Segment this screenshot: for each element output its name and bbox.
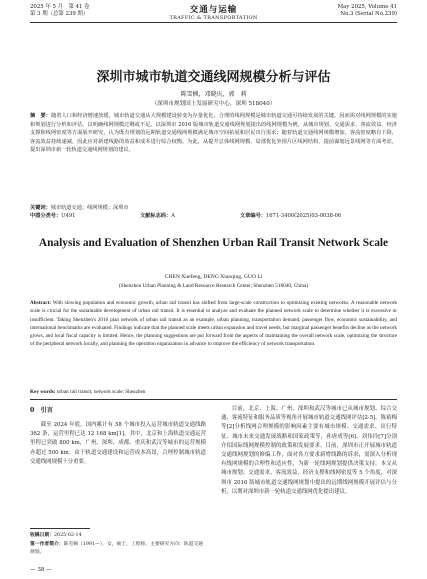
- article-number-value: 1671-3400(2025)03-0038-06: [265, 213, 342, 219]
- keywords-cn-label: 关键词：: [30, 205, 51, 211]
- journal-name-cn: 交通与运输: [189, 5, 238, 15]
- abstract-cn: [30, 112, 397, 155]
- keywords-cn-text: 城市轨道交通；线网规模；深圳市: [50, 205, 129, 211]
- header-divider: [30, 22, 397, 23]
- header-serial: No.3 (Serial No.239): [340, 11, 397, 18]
- affiliation-cn: （深圳市规划国土发展研究中心，深圳 518040）: [151, 101, 276, 107]
- intro-paragraph-left: 截至 2024 年底，国内累计有 58 个城市投入运营城市轨道交通线路 362 条，运营里程已达 12 168 km[1]。其中，北京和上海轨道交通运营里程已突破 800 km，广州、深圳、成都、重庆和武汉等城市的运营规模亦超过 500 km。由于轨道交通建设和运营成本高昂，合理控制城市轨道交通线网规模十分重要。: [30, 422, 206, 465]
- keywords-cn: [30, 205, 397, 213]
- keywords-en-text: urban rail transit; network scale; Shenzhen: [56, 389, 146, 395]
- classification-line: [30, 213, 397, 221]
- body-left-column: [30, 421, 206, 467]
- abstract-en: [30, 299, 397, 349]
- page-number: — 38 —: [30, 567, 52, 573]
- header-month-volume: May 2025, Volume 41: [337, 4, 397, 10]
- paper-title-en: Analysis and Evaluation of Shenzhen Urban Rail Transit Network Scale: [38, 237, 389, 249]
- abstract-cn-label: 摘 要：: [30, 113, 51, 119]
- body-right-column: [221, 405, 397, 497]
- affiliation-en: (Shenzhen Urban Planning & Land Resource Research Center, Shenzhen 518040, China): [118, 283, 309, 289]
- abstract-en-text: With slowing population and economic growth, urban rail transit has shifted from large-scale construction to optimizing existing networks. A reasonable network scale is crucial for the sustainable development of urban rail transit. It is essential to analyze and evaluate the planned network scale to determine whether it is excessive or insufficient. Taking Shenzhen's 2016 plan network of urban rail transit as an example, urban planning, transportation demand, passenger flow, economic sustainability, and international benchmarks are evaluated. Findings indicate that the planned scale meets urban expansion and travel needs, but marginal passenger benefits decline as the network grows, and local fiscal capacity is limited. Hence, the planning suggestions are put forward from the aspects of maintaining the overall network scale, optimizing the structure of the peripheral network locally, and planning the operation organization in advance to improve the efficiency of network transportation.: [30, 300, 398, 348]
- keywords-en-label: Key words:: [30, 389, 56, 395]
- clc-label: 中图分类号：: [30, 213, 62, 219]
- authors-en: CHEN Xuefeng, DENG Xiaoqing, GUO Li: [164, 274, 263, 280]
- journal-name-en: TRAFFIC & TRANSPORTATION: [169, 15, 258, 21]
- received-value: 2025-02-14: [54, 533, 82, 538]
- intro-paragraph-right: 目前，北京、上海、广州、深圳和武汉等城市已从城市规划、综合交通、客流特征和服务品质等视角开展城市轨道交通线网评估[2-5]。陈裕梅等[2]分析线网合理规模的影响因素主要有城市规模、交通需求、出行特征、城市未来交通发展战略和国家政策等，孙唐成等[6]、刘伟玲[7]分别介绍国际线网规模控制的政策和发展要求。目前，深圳市正开展城市轨道交通线网规划的修编工作，面对各方要求新增线路的诉求，需深入分析现有线网规模的合理性和适应性，为新一轮线网规划提供决策支持。本文从城市规划、交通需求、客流效益、经济支撑和线网密度等 5 个角度，对深圳市 2016 版城市轨道交通线网规划中提出的远期线网规模开展评估与分析，以期对深圳市新一轮轨道交通线网优化提出建议。: [221, 406, 397, 495]
- authors-cn: 陈雪枫，邓晓庆，郭 莉: [180, 91, 247, 98]
- footnote-divider: [30, 528, 90, 529]
- received-date: [30, 531, 206, 540]
- footnote: [30, 531, 206, 557]
- paper-title-cn: 深圳市城市轨道交通线网规模分析与评估: [96, 70, 331, 85]
- first-author-bio: [30, 540, 206, 557]
- abstract-cn-text: 随着人口和经济增速放缓，城市轨道交通从大规模建设转变为存量优化，合理的线网规模是城市轨道交通可持续发展的关键。因而需对线网规模的实施和规划进行分析和评估，以明确线网规模过剩或不足。以深圳市 2016 版城市轨道交通线网规划提出的线网规模为例，从城市规划、交通需求、客流效益、经济支撑和线网密度等方面展开研究，认为既有规划的远期轨道交通线网规模满足城市空间拓展和居民出行需求；随着轨道交通线网规模增加，客流密度略有下降，客流效益持续递减，因此应对新建线路的效益和成本进行综合权衡。为此，从提升总体线网规模、局部优化外围片区线网结构、提前谋划远景线网等方面考虑，提出深圳市新一轮轨道交通线网规划的建议。: [30, 113, 397, 154]
- article-number-label: 文章编号：: [240, 213, 266, 219]
- header-issue-number: 第 3 期（总第 239 期）: [30, 11, 89, 18]
- clc-value: U491: [61, 213, 76, 219]
- keywords-en: [30, 389, 397, 395]
- header-year-volume: 2025 年 5 月 第 41 卷: [30, 4, 90, 10]
- section-heading: 0 引言: [30, 407, 53, 414]
- received-label: 收稿日期：: [30, 532, 54, 538]
- author-bio-label: 第一作者简介：: [30, 541, 64, 547]
- abstract-en-label: Abstract:: [30, 300, 52, 306]
- header-issue-en: [338, 4, 397, 18]
- doc-code-value: A: [171, 213, 175, 219]
- abstract-divider: [30, 399, 397, 400]
- doc-code-label: 文献标志码：: [140, 213, 172, 219]
- author-bio-text: 陈雪枫（1991—），女，硕士，工程师，主要研究方向：轨道交通规划。: [30, 542, 203, 555]
